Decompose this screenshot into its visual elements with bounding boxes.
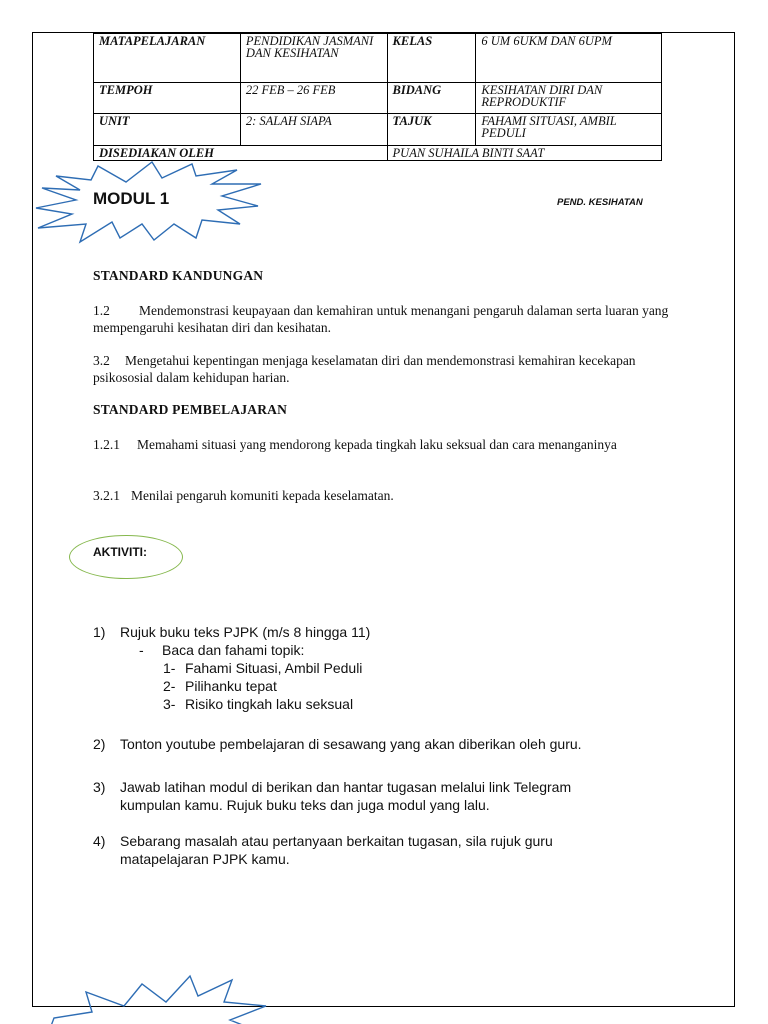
table-value-cell: FAHAMI SITUASI, AMBIL PEDULI — [476, 114, 662, 146]
pembelajaran-item — [93, 487, 683, 504]
item-number: 3.2 — [93, 353, 110, 368]
item-number: 2) — [93, 736, 106, 752]
topic-item — [163, 677, 463, 697]
activity-item — [93, 832, 653, 870]
table-key-cell: BIDANG — [387, 83, 476, 114]
activity-item — [93, 623, 653, 643]
item-text: Menilai pengaruh komuniti kepada keselamatan. — [131, 488, 394, 503]
item-number: 1.2.1 — [93, 437, 120, 452]
aktiviti-label: AKTIVITI: — [93, 545, 147, 559]
sub-dash: - — [139, 642, 144, 658]
table-value-cell: PENDIDIKAN JASMANI DAN KESIHATAN — [240, 34, 387, 83]
item-text: Tonton youtube pembelajaran di sesawang yang akan diberikan oleh guru. — [120, 736, 582, 752]
item-number: 1) — [93, 624, 106, 640]
topic-text: Fahami Situasi, Ambil Peduli — [185, 660, 363, 676]
item-number: 3) — [93, 779, 106, 795]
table-row — [94, 34, 662, 83]
activity-subitem — [139, 641, 439, 661]
table-value-cell: 22 FEB – 26 FEB — [240, 83, 387, 114]
activity-item — [93, 735, 653, 755]
prepared-by-label: DISEDIAKAN OLEH — [94, 146, 388, 161]
table-value-cell: KESIHATAN DIRI DAN REPRODUKTIF — [476, 83, 662, 114]
subject-tag: PEND. KESIHATAN — [557, 197, 643, 208]
table-value-cell: 6 UM 6UKM DAN 6UPM — [476, 34, 662, 83]
table-value-cell: 2: SALAH SIAPA — [240, 114, 387, 146]
module-title: MODUL 1 — [93, 189, 170, 208]
table-row — [94, 83, 662, 114]
topic-item — [163, 659, 463, 679]
table-key-cell: MATAPELAJARAN — [94, 34, 241, 83]
table-key-cell: TAJUK — [387, 114, 476, 146]
item-text: Mendemonstrasi keupayaan dan kemahiran untuk menangani pengaruh dalaman serta luaran yang mempengaruhi kesihatan diri dan kesihatan. — [93, 303, 669, 335]
pembelajaran-item — [93, 436, 683, 453]
sub-text: Baca dan fahami topik: — [162, 642, 305, 658]
kandungan-item — [93, 352, 683, 386]
topic-number: 3- — [163, 696, 176, 712]
item-number: 1.2 — [93, 303, 110, 318]
table-key-cell: KELAS — [387, 34, 476, 83]
topic-text: Pilihanku tepat — [185, 678, 277, 694]
topic-text: Risiko tingkah laku seksual — [185, 696, 354, 712]
item-text: Rujuk buku teks PJPK (m/s 8 hingga 11) — [120, 624, 371, 640]
activity-item — [93, 778, 653, 816]
info-table — [93, 33, 662, 161]
prepared-by-value: PUAN SUHAILA BINTI SAAT — [387, 146, 661, 161]
item-text: Memahami situasi yang mendorong kepada tingkah laku seksual dan cara menanganinya — [137, 437, 617, 452]
topic-number: 1- — [163, 660, 176, 676]
item-text-line2: kumpulan kamu. Rujuk buku teks dan juga modul yang lalu. — [120, 797, 490, 813]
item-text-line1: Jawab latihan modul di berikan dan hantar tugasan melalui link Telegram — [120, 779, 572, 795]
item-text: Mengetahui kepentingan menjaga keselamatan diri dan mendemonstrasi kemahiran kecekapan psikososial dalam kehidupan harian. — [93, 353, 636, 385]
item-text-line1: Sebarang masalah atau pertanyaan berkaitan tugasan, sila rujuk guru — [120, 833, 553, 849]
standard-pembelajaran-heading: STANDARD PEMBELAJARAN — [93, 402, 288, 417]
topic-number: 2- — [163, 678, 176, 694]
table-key-cell: TEMPOH — [94, 83, 241, 114]
table-key-cell: UNIT — [94, 114, 241, 146]
item-number: 3.2.1 — [93, 488, 120, 503]
topic-item — [163, 695, 463, 715]
kandungan-item — [93, 302, 683, 336]
item-text-line2: matapelajaran PJPK kamu. — [120, 851, 290, 867]
item-number: 4) — [93, 833, 106, 849]
starburst-bottom-icon — [40, 972, 270, 1024]
table-row — [94, 114, 662, 146]
standard-kandungan-heading: STANDARD KANDUNGAN — [93, 268, 264, 283]
